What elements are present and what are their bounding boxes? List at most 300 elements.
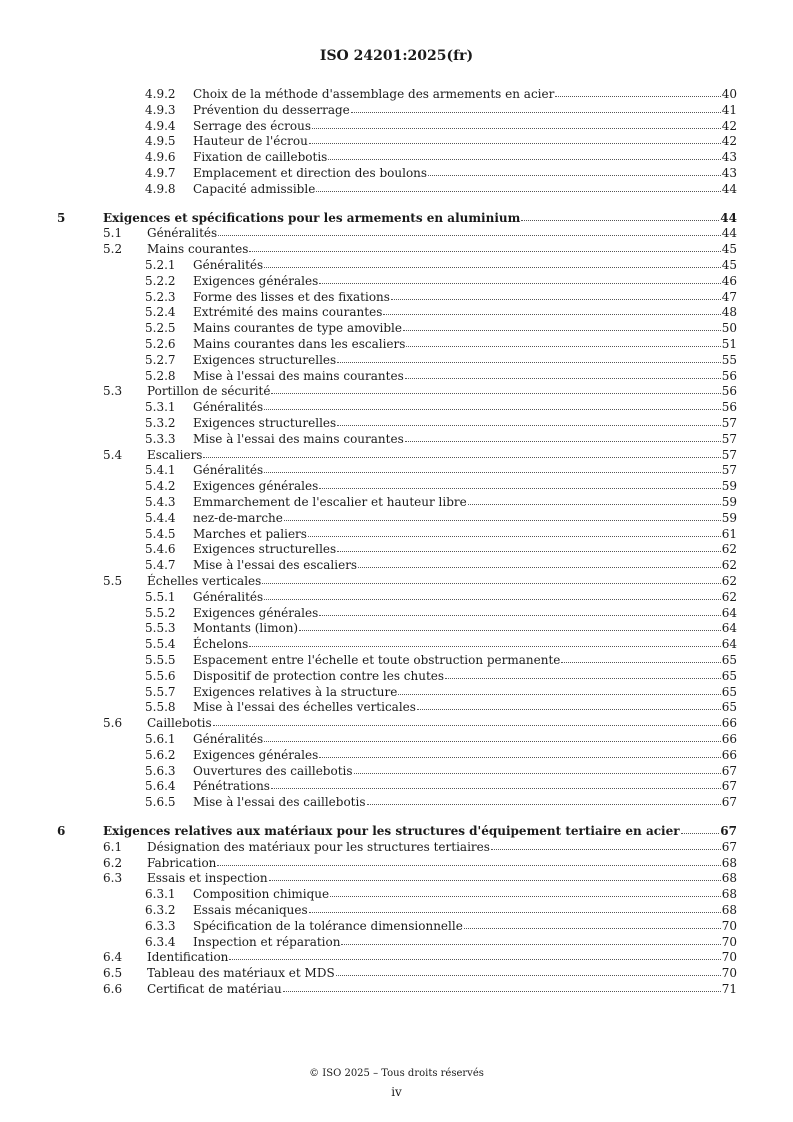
toc-entry-title: Essais mécaniques (193, 903, 308, 917)
toc-entry[interactable] (0, 257, 793, 273)
toc-entry-line (147, 981, 737, 997)
toc-entry-page: 51 (721, 337, 737, 351)
toc-entry[interactable] (0, 415, 793, 431)
toc-entry-number: 5.4.1 (145, 463, 176, 478)
toc-entry-number: 5.2.8 (145, 368, 176, 383)
dot-leader (264, 462, 721, 473)
toc-entry-title: Généralités (193, 400, 264, 415)
toc-entry-title: Exigences générales (193, 479, 319, 494)
toc-entry-page: 55 (721, 352, 737, 367)
toc-entry-page: 57 (721, 416, 737, 430)
toc-entry-line (193, 257, 737, 273)
toc-entry-title: Inspection et réparation (193, 934, 341, 949)
dot-leader (336, 965, 721, 976)
toc-entry-title: Mise à l'essai des mains courantes (193, 368, 404, 383)
dot-leader (464, 918, 721, 929)
toc-entry-number: 5.5.8 (145, 700, 176, 715)
toc-entry[interactable] (0, 652, 793, 668)
dot-leader (468, 494, 721, 505)
dot-leader (398, 684, 720, 695)
dot-leader (319, 605, 720, 616)
toc-entry-number: 5.6.4 (145, 779, 176, 794)
toc-entry[interactable] (0, 934, 793, 950)
dot-leader (328, 149, 720, 160)
toc-entry[interactable] (0, 352, 793, 368)
toc-entry[interactable] (0, 573, 793, 589)
toc-entry-line (103, 823, 737, 839)
toc-entry[interactable] (0, 181, 793, 197)
toc-entry-number: 4.9.6 (145, 150, 176, 165)
dot-leader (213, 715, 721, 726)
toc-entry-number: 6.3 (103, 871, 123, 886)
toc-entry-number: 4.9.7 (145, 166, 176, 180)
toc-entry-page: 50 (721, 321, 737, 336)
toc-entry[interactable] (0, 839, 793, 855)
toc-entry-line (193, 636, 737, 652)
toc-entry-page: 65 (721, 668, 737, 683)
toc-entry-number: 4.9.3 (145, 102, 176, 117)
toc-entry-line (193, 399, 737, 415)
dot-leader (405, 431, 721, 442)
toc-entry-line (193, 304, 737, 320)
toc-entry[interactable] (0, 981, 793, 997)
toc-entry[interactable] (0, 949, 793, 965)
toc-entry-number: 6.4 (103, 950, 123, 965)
toc-entry-number: 5.1 (103, 226, 123, 241)
toc-entry[interactable] (0, 870, 793, 886)
toc-entry-line (147, 870, 737, 886)
toc-entry-number: 5.6.1 (145, 732, 176, 746)
toc-entry-page: 70 (721, 918, 737, 933)
toc-entry-page: 45 (721, 258, 737, 272)
toc-entry-number: 5.4.7 (145, 558, 176, 573)
toc-entry-page: 64 (721, 621, 737, 636)
toc-entry-number: 5.3 (103, 384, 123, 399)
dot-leader (561, 652, 720, 663)
toc-entry-title: Forme des lisses et des fixations (193, 289, 390, 304)
toc-entry-page: 67 (721, 779, 737, 794)
dot-leader (312, 118, 721, 129)
toc-entry[interactable] (0, 886, 793, 902)
toc-entry-number: 5.5.5 (145, 653, 176, 667)
toc-entry[interactable] (0, 225, 793, 241)
toc-entry[interactable] (0, 289, 793, 305)
toc-entry-line (193, 336, 737, 352)
toc-entry[interactable] (0, 478, 793, 494)
dot-leader (203, 447, 720, 458)
toc-entry-number: 6.3.2 (145, 903, 176, 917)
toc-entry-number: 5.2.3 (145, 289, 176, 304)
toc-entry-line (147, 241, 737, 257)
toc-entry-line (147, 447, 737, 463)
document-header: ISO 24201:2025(fr) (319, 48, 474, 64)
toc-entry-title: Certificat de matériau (147, 982, 282, 996)
toc-entry-line (193, 934, 737, 950)
toc-entry-title: Mise à l'essai des caillebotis (193, 795, 366, 810)
toc-entry[interactable] (0, 273, 793, 289)
toc-entry[interactable] (0, 620, 793, 636)
toc-entry-page: 47 (721, 289, 737, 304)
toc-entry-line (193, 652, 737, 668)
toc-entry[interactable] (0, 823, 793, 839)
toc-entry-title: Généralités (147, 226, 218, 241)
toc-entry-title: Emmarchement de l'escalier et hauteur libre (193, 495, 467, 509)
toc-entry-title: Mise à l'essai des mains courantes (193, 431, 404, 446)
toc-entry-title: Généralités (193, 589, 264, 604)
page-number: iv (391, 1085, 402, 1099)
toc-entry-number: 5.2.6 (145, 337, 176, 351)
toc-entry-line (193, 763, 737, 779)
toc-entry[interactable] (0, 589, 793, 605)
toc-entry[interactable] (0, 336, 793, 352)
toc-entry[interactable] (0, 731, 793, 747)
toc-entry-title: Tableau des matériaux et MDS (147, 966, 335, 981)
toc-entry-line (147, 715, 737, 731)
toc-entry-line (193, 118, 737, 134)
toc-entry-number: 5.6.5 (145, 795, 176, 810)
toc-entry-title: Pénétrations (193, 779, 270, 794)
toc-entry[interactable] (0, 149, 793, 165)
toc-entry[interactable] (0, 763, 793, 779)
toc-entry-line (193, 918, 737, 934)
toc-entry-page: 45 (721, 242, 737, 257)
toc-entry-title: Exigences structurelles (193, 542, 337, 557)
toc-entry-line (147, 965, 737, 981)
dot-leader (491, 839, 721, 850)
toc-entry-page: 40 (721, 87, 737, 101)
toc-entry-line (193, 510, 737, 526)
dot-leader (284, 510, 721, 521)
toc-entry-page: 64 (721, 637, 737, 652)
dot-leader (249, 636, 720, 647)
toc-entry-number: 5.5.4 (145, 637, 176, 652)
toc-entry-line (193, 668, 737, 684)
toc-entry-title: Hauteur de l'écrou (193, 134, 308, 149)
dot-leader (337, 352, 721, 363)
toc-entry-number: 5.6.2 (145, 747, 176, 762)
toc-entry-title: Mise à l'essai des échelles verticales (193, 700, 416, 715)
toc-entry[interactable] (0, 118, 793, 134)
toc-entry-title: Escaliers (147, 447, 203, 462)
dot-leader (264, 257, 721, 268)
dot-leader (309, 902, 721, 913)
toc-entry-title: Choix de la méthode d'assemblage des armements en acier (193, 87, 555, 101)
toc-entry-number: 5.4.5 (145, 526, 176, 541)
toc-entry-line (147, 225, 737, 241)
toc-entry-title: Fabrication (147, 855, 217, 870)
dot-leader (341, 934, 720, 945)
toc-entry-number: 5.5.2 (145, 605, 176, 620)
toc-entry-number: 5.2.4 (145, 305, 176, 320)
toc-entry[interactable] (0, 636, 793, 652)
dot-leader (367, 794, 721, 805)
toc-entry[interactable] (0, 965, 793, 981)
toc-entry-page: 67 (721, 763, 737, 778)
toc-entry-page: 62 (721, 574, 737, 588)
toc-entry-number: 6.3.4 (145, 934, 176, 949)
toc-entry[interactable] (0, 902, 793, 918)
toc-entry-page: 61 (721, 526, 737, 541)
toc-entry-title: Mains courantes (147, 242, 249, 257)
toc-entry-number: 5.4.3 (145, 495, 176, 509)
dot-leader (316, 181, 720, 192)
toc-entry-page: 43 (721, 150, 737, 165)
toc-entry-page: 41 (721, 102, 737, 117)
toc-entry-number: 4.9.4 (145, 118, 176, 133)
toc-entry[interactable] (0, 668, 793, 684)
toc-entry-page: 65 (721, 684, 737, 699)
toc-entry-page: 56 (721, 400, 737, 415)
toc-entry[interactable] (0, 86, 793, 102)
toc-entry[interactable] (0, 605, 793, 621)
toc-entry-page: 57 (721, 431, 737, 446)
toc-entry-number: 5.5.7 (145, 684, 176, 699)
toc-entry-line (147, 949, 737, 965)
toc-entry-page: 65 (721, 700, 737, 715)
toc-entry-page: 46 (721, 273, 737, 288)
toc-entry-title: Ouvertures des caillebotis (193, 763, 353, 778)
toc-entry-number: 5.4.2 (145, 479, 176, 494)
toc-entry-page: 68 (721, 903, 737, 917)
toc-entry[interactable] (0, 747, 793, 763)
toc-entry-page: 68 (721, 871, 737, 886)
toc-entry-line (193, 494, 737, 510)
toc-entry-title: Exigences relatives à la structure (193, 684, 398, 699)
toc-entry-line (193, 557, 737, 573)
toc-entry-number: 6 (57, 824, 66, 838)
dot-leader (229, 949, 720, 960)
toc-entry-page: 70 (721, 966, 737, 981)
toc-entry-number: 5.6 (103, 716, 123, 731)
toc-entry-title: Échelons (193, 637, 249, 652)
toc-entry[interactable] (0, 918, 793, 934)
toc-entry[interactable] (0, 778, 793, 794)
dot-leader (262, 573, 720, 584)
toc-entry-title: Marches et paliers (193, 526, 307, 541)
toc-entry-number: 5.2.7 (145, 352, 176, 367)
toc-entry[interactable] (0, 133, 793, 149)
toc-entry-page: 65 (721, 653, 737, 667)
toc-entry-number: 5.5.1 (145, 589, 176, 604)
toc-entry-page: 66 (721, 747, 737, 762)
toc-entry[interactable] (0, 510, 793, 526)
toc-entry-number: 5.3.1 (145, 400, 176, 415)
dot-leader (264, 731, 721, 742)
dot-leader (283, 981, 721, 992)
toc-entry-page: 56 (721, 368, 737, 383)
dot-leader (383, 304, 720, 315)
copyright-footer: © ISO 2025 – Tous droits réservés (309, 1068, 484, 1079)
toc-entry-page: 44 (720, 210, 737, 225)
toc-entry[interactable] (0, 368, 793, 384)
toc-entry-page: 59 (721, 495, 737, 509)
toc-entry-title: Serrage des écrous (193, 118, 311, 133)
toc-entry[interactable] (0, 241, 793, 257)
dot-leader (299, 620, 721, 631)
toc-entry[interactable] (0, 320, 793, 336)
toc-entry-number: 4.9.8 (145, 181, 176, 196)
toc-entry-number: 6.5 (103, 966, 123, 981)
toc-entry-number: 5.2 (103, 242, 123, 257)
toc-entry-line (193, 620, 737, 636)
toc-entry[interactable] (0, 494, 793, 510)
toc-entry-line (193, 289, 737, 305)
dot-leader (445, 668, 721, 679)
toc-entry-title: Dispositif de protection contre les chutes (193, 668, 445, 683)
toc-entry[interactable] (0, 431, 793, 447)
dot-leader (555, 86, 720, 97)
toc-entry-line (193, 886, 737, 902)
toc-entry-number: 5.6.3 (145, 763, 176, 778)
toc-entry-line (193, 794, 737, 810)
toc-entry-title: Exigences générales (193, 605, 319, 620)
toc-entry[interactable] (0, 462, 793, 478)
toc-entry-page: 44 (721, 226, 737, 241)
dot-leader (319, 747, 720, 758)
toc-entry-page: 62 (721, 558, 737, 573)
toc-entry-title: Échelles verticales (147, 574, 262, 588)
toc-entry-page: 66 (721, 716, 737, 731)
toc-entry-title: Capacité admissible (193, 181, 316, 196)
toc-entry-title: Mains courantes de type amovible (193, 321, 402, 336)
toc-entry[interactable] (0, 684, 793, 700)
toc-entry-number: 5.2.1 (145, 258, 176, 272)
toc-entry-number: 5.5.6 (145, 668, 176, 683)
dot-leader (308, 526, 721, 537)
toc-entry-line (193, 368, 737, 384)
dot-leader (264, 399, 721, 410)
toc-entry-line (193, 526, 737, 542)
toc-entry-title: Identification (147, 950, 229, 965)
toc-entry-page: 64 (721, 605, 737, 620)
toc-entry[interactable] (0, 304, 793, 320)
toc-entry-line (193, 415, 737, 431)
toc-entry-title: Composition chimique (193, 887, 330, 902)
toc-entry-number: 5.4 (103, 447, 123, 462)
toc-entry[interactable] (0, 102, 793, 118)
toc-entry-line (193, 320, 737, 336)
toc-entry-page: 66 (721, 732, 737, 746)
toc-entry-page: 71 (721, 982, 737, 996)
dot-leader (319, 273, 720, 284)
toc-entry-number: 5.4.6 (145, 542, 176, 557)
toc-entry-page: 59 (721, 479, 737, 494)
toc-entry-line (147, 855, 737, 871)
dot-leader (337, 415, 721, 426)
toc-entry-title: Espacement entre l'échelle et toute obstruction permanente (193, 653, 561, 667)
dot-leader (521, 210, 719, 221)
toc-entry-title: Mise à l'essai des escaliers (193, 558, 358, 573)
toc-entry-line (193, 431, 737, 447)
toc-entry-page: 57 (721, 447, 737, 462)
toc-entry-title: Spécification de la tolérance dimensionnelle (193, 918, 463, 933)
toc-entry[interactable] (0, 383, 793, 399)
toc-entry-number: 6.3.3 (145, 918, 176, 933)
dot-leader (403, 320, 721, 331)
toc-entry-title: Exigences structurelles (193, 416, 337, 430)
toc-entry-line (193, 352, 737, 368)
toc-entry[interactable] (0, 794, 793, 810)
toc-entry-line (193, 149, 737, 165)
dot-leader (405, 368, 721, 379)
toc-entry-line (193, 86, 737, 102)
toc-entry[interactable] (0, 541, 793, 557)
toc-entry-page: 67 (721, 795, 737, 810)
toc-entry-page: 59 (721, 510, 737, 525)
toc-entry-number: 5.2.5 (145, 321, 176, 336)
toc-entry-page: 70 (721, 934, 737, 949)
toc-entry-number: 6.3.1 (145, 887, 176, 902)
toc-entry-page: 42 (721, 134, 737, 149)
toc-entry-title: Caillebotis (147, 716, 212, 731)
toc-entry-number: 5.4.4 (145, 510, 176, 525)
toc-entry[interactable] (0, 447, 793, 463)
toc-entry[interactable] (0, 699, 793, 715)
toc-entry-title: Exigences générales (193, 273, 319, 288)
toc-entry-number: 5.5 (103, 574, 123, 588)
dot-leader (351, 102, 721, 113)
toc-entry[interactable] (0, 165, 793, 181)
toc-entry-page: 42 (721, 118, 737, 133)
toc-entry-number: 5.2.2 (145, 273, 176, 288)
toc-entry-page: 62 (721, 542, 737, 557)
toc-entry-line (193, 605, 737, 621)
toc-entry-title: Désignation des matériaux pour les structures tertiaires (147, 839, 490, 854)
dot-leader (271, 778, 721, 789)
toc-entry[interactable] (0, 399, 793, 415)
toc-entry-number: 5.3.3 (145, 431, 176, 446)
toc-entry-title: Extrémité des mains courantes (193, 305, 383, 320)
toc-entry-line (193, 541, 737, 557)
toc-entry[interactable] (0, 557, 793, 573)
dot-leader (391, 289, 721, 300)
toc-entry-title: Mains courantes dans les escaliers (193, 337, 406, 351)
toc-entry-title: Généralités (193, 463, 264, 478)
toc-entry[interactable] (0, 526, 793, 542)
toc-entry-page: 67 (720, 824, 737, 838)
toc-entry-line (193, 731, 737, 747)
dot-leader (428, 165, 721, 176)
toc-entry[interactable] (0, 715, 793, 731)
toc-entry-line (193, 181, 737, 197)
dot-leader (417, 699, 721, 710)
toc-entry-line (193, 133, 737, 149)
toc-entry-title: Portillon de sécurité (147, 384, 271, 399)
dot-leader (330, 886, 721, 897)
dot-leader (218, 225, 721, 236)
toc-entry-number: 5.3.2 (145, 416, 176, 430)
toc-entry-line (193, 478, 737, 494)
toc-entry-line (193, 747, 737, 763)
toc-entry-page: 68 (721, 855, 737, 870)
toc-entry-page: 44 (721, 181, 737, 196)
toc-entry-line (103, 210, 737, 226)
dot-leader (406, 336, 720, 347)
dot-leader (354, 763, 721, 774)
toc-entry-page: 68 (721, 887, 737, 902)
toc-entry-page: 56 (721, 384, 737, 399)
toc-entry[interactable] (0, 855, 793, 871)
toc-entry-page: 70 (721, 950, 737, 965)
toc-entry-line (147, 839, 737, 855)
toc-entry[interactable] (0, 210, 793, 226)
toc-entry-line (147, 573, 737, 589)
toc-entry-page: 43 (721, 166, 737, 180)
toc-entry-number: 6.1 (103, 839, 123, 854)
toc-entry-number: 5.5.3 (145, 621, 176, 636)
toc-entry-line (193, 273, 737, 289)
toc-entry-title: Prévention du desserrage (193, 102, 350, 117)
